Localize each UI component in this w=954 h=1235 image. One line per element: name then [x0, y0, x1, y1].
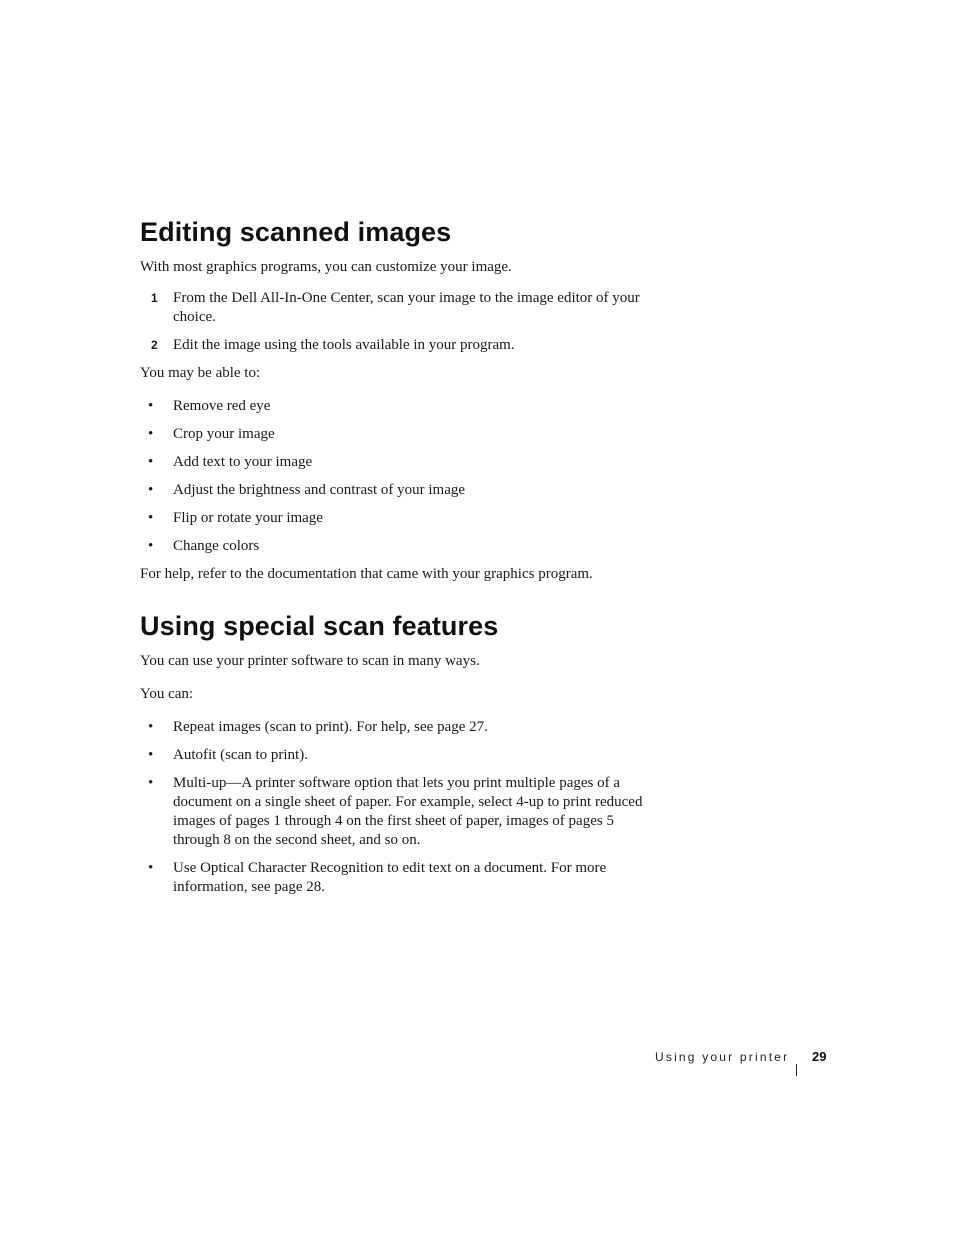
you-can-label: You can: [140, 686, 194, 702]
page-content [140, 214, 660, 897]
list-item-text: Add text to your image [173, 454, 313, 470]
list-item [140, 859, 660, 897]
list-item [140, 774, 660, 850]
list-item-text: Adjust the brightness and contrast of your image [173, 482, 466, 498]
list-item-text: Flip or rotate your image [173, 510, 323, 526]
editing-help-text: For help, refer to the documentation that came with your graphics program. [140, 566, 593, 582]
bullet-icon: • [148, 510, 154, 526]
bullet-icon: • [148, 860, 154, 876]
editing-steps [140, 289, 660, 355]
page-number: 29 [812, 1049, 827, 1064]
list-item [140, 509, 660, 528]
list-item [140, 718, 660, 737]
list-item [140, 746, 660, 765]
list-item [140, 453, 660, 472]
list-item [140, 425, 660, 444]
bullet-icon: • [148, 454, 154, 470]
step-number: 2 [151, 338, 158, 352]
footer-section-label: Using your printer [655, 1050, 790, 1064]
step-number: 1 [151, 291, 158, 305]
list-item-text: Use Optical Character Recognition to edit text on a document. For more information, see page 28. [173, 860, 607, 895]
editing-options-list [140, 397, 660, 556]
step-item [140, 336, 660, 355]
editing-intro: With most graphics programs, you can customize your image. [140, 259, 512, 275]
bullet-icon: • [148, 775, 154, 791]
list-item-text: Change colors [173, 538, 260, 554]
bullet-icon: • [148, 398, 154, 414]
bullet-icon: • [148, 426, 154, 442]
list-item-text: Repeat images (scan to print). For help, see page 27. [173, 719, 488, 735]
step-text: From the Dell All-In-One Center, scan your image to the image editor of your choice. [173, 290, 640, 325]
special-features-list [140, 718, 660, 897]
list-item-text: Remove red eye [173, 398, 271, 414]
heading-using-special-scan-features: Using special scan features [140, 611, 499, 641]
special-intro: You can use your printer software to scan in many ways. [140, 653, 480, 669]
heading-editing-scanned-images: Editing scanned images [140, 217, 452, 247]
list-item [140, 537, 660, 556]
list-item [140, 397, 660, 416]
may-be-able-label: You may be able to: [140, 365, 261, 381]
bullet-icon: • [148, 482, 154, 498]
step-item [140, 289, 660, 327]
list-item-text: Autofit (scan to print). [173, 747, 308, 763]
footer-divider [796, 1064, 797, 1076]
list-item-text: Multi-up—A printer software option that lets you print multiple pages of a document on a single sheet of paper. For example, select 4-up to print reduced images of pages 1 through 4 on the first sheet of paper, images of pages 5 through 8 on the second sheet, and so on. [173, 775, 643, 848]
bullet-icon: • [148, 719, 154, 735]
bullet-icon: • [148, 538, 154, 554]
step-text: Edit the image using the tools available in your program. [173, 337, 515, 353]
list-item [140, 481, 660, 500]
list-item-text: Crop your image [173, 426, 275, 442]
bullet-icon: • [148, 747, 154, 763]
